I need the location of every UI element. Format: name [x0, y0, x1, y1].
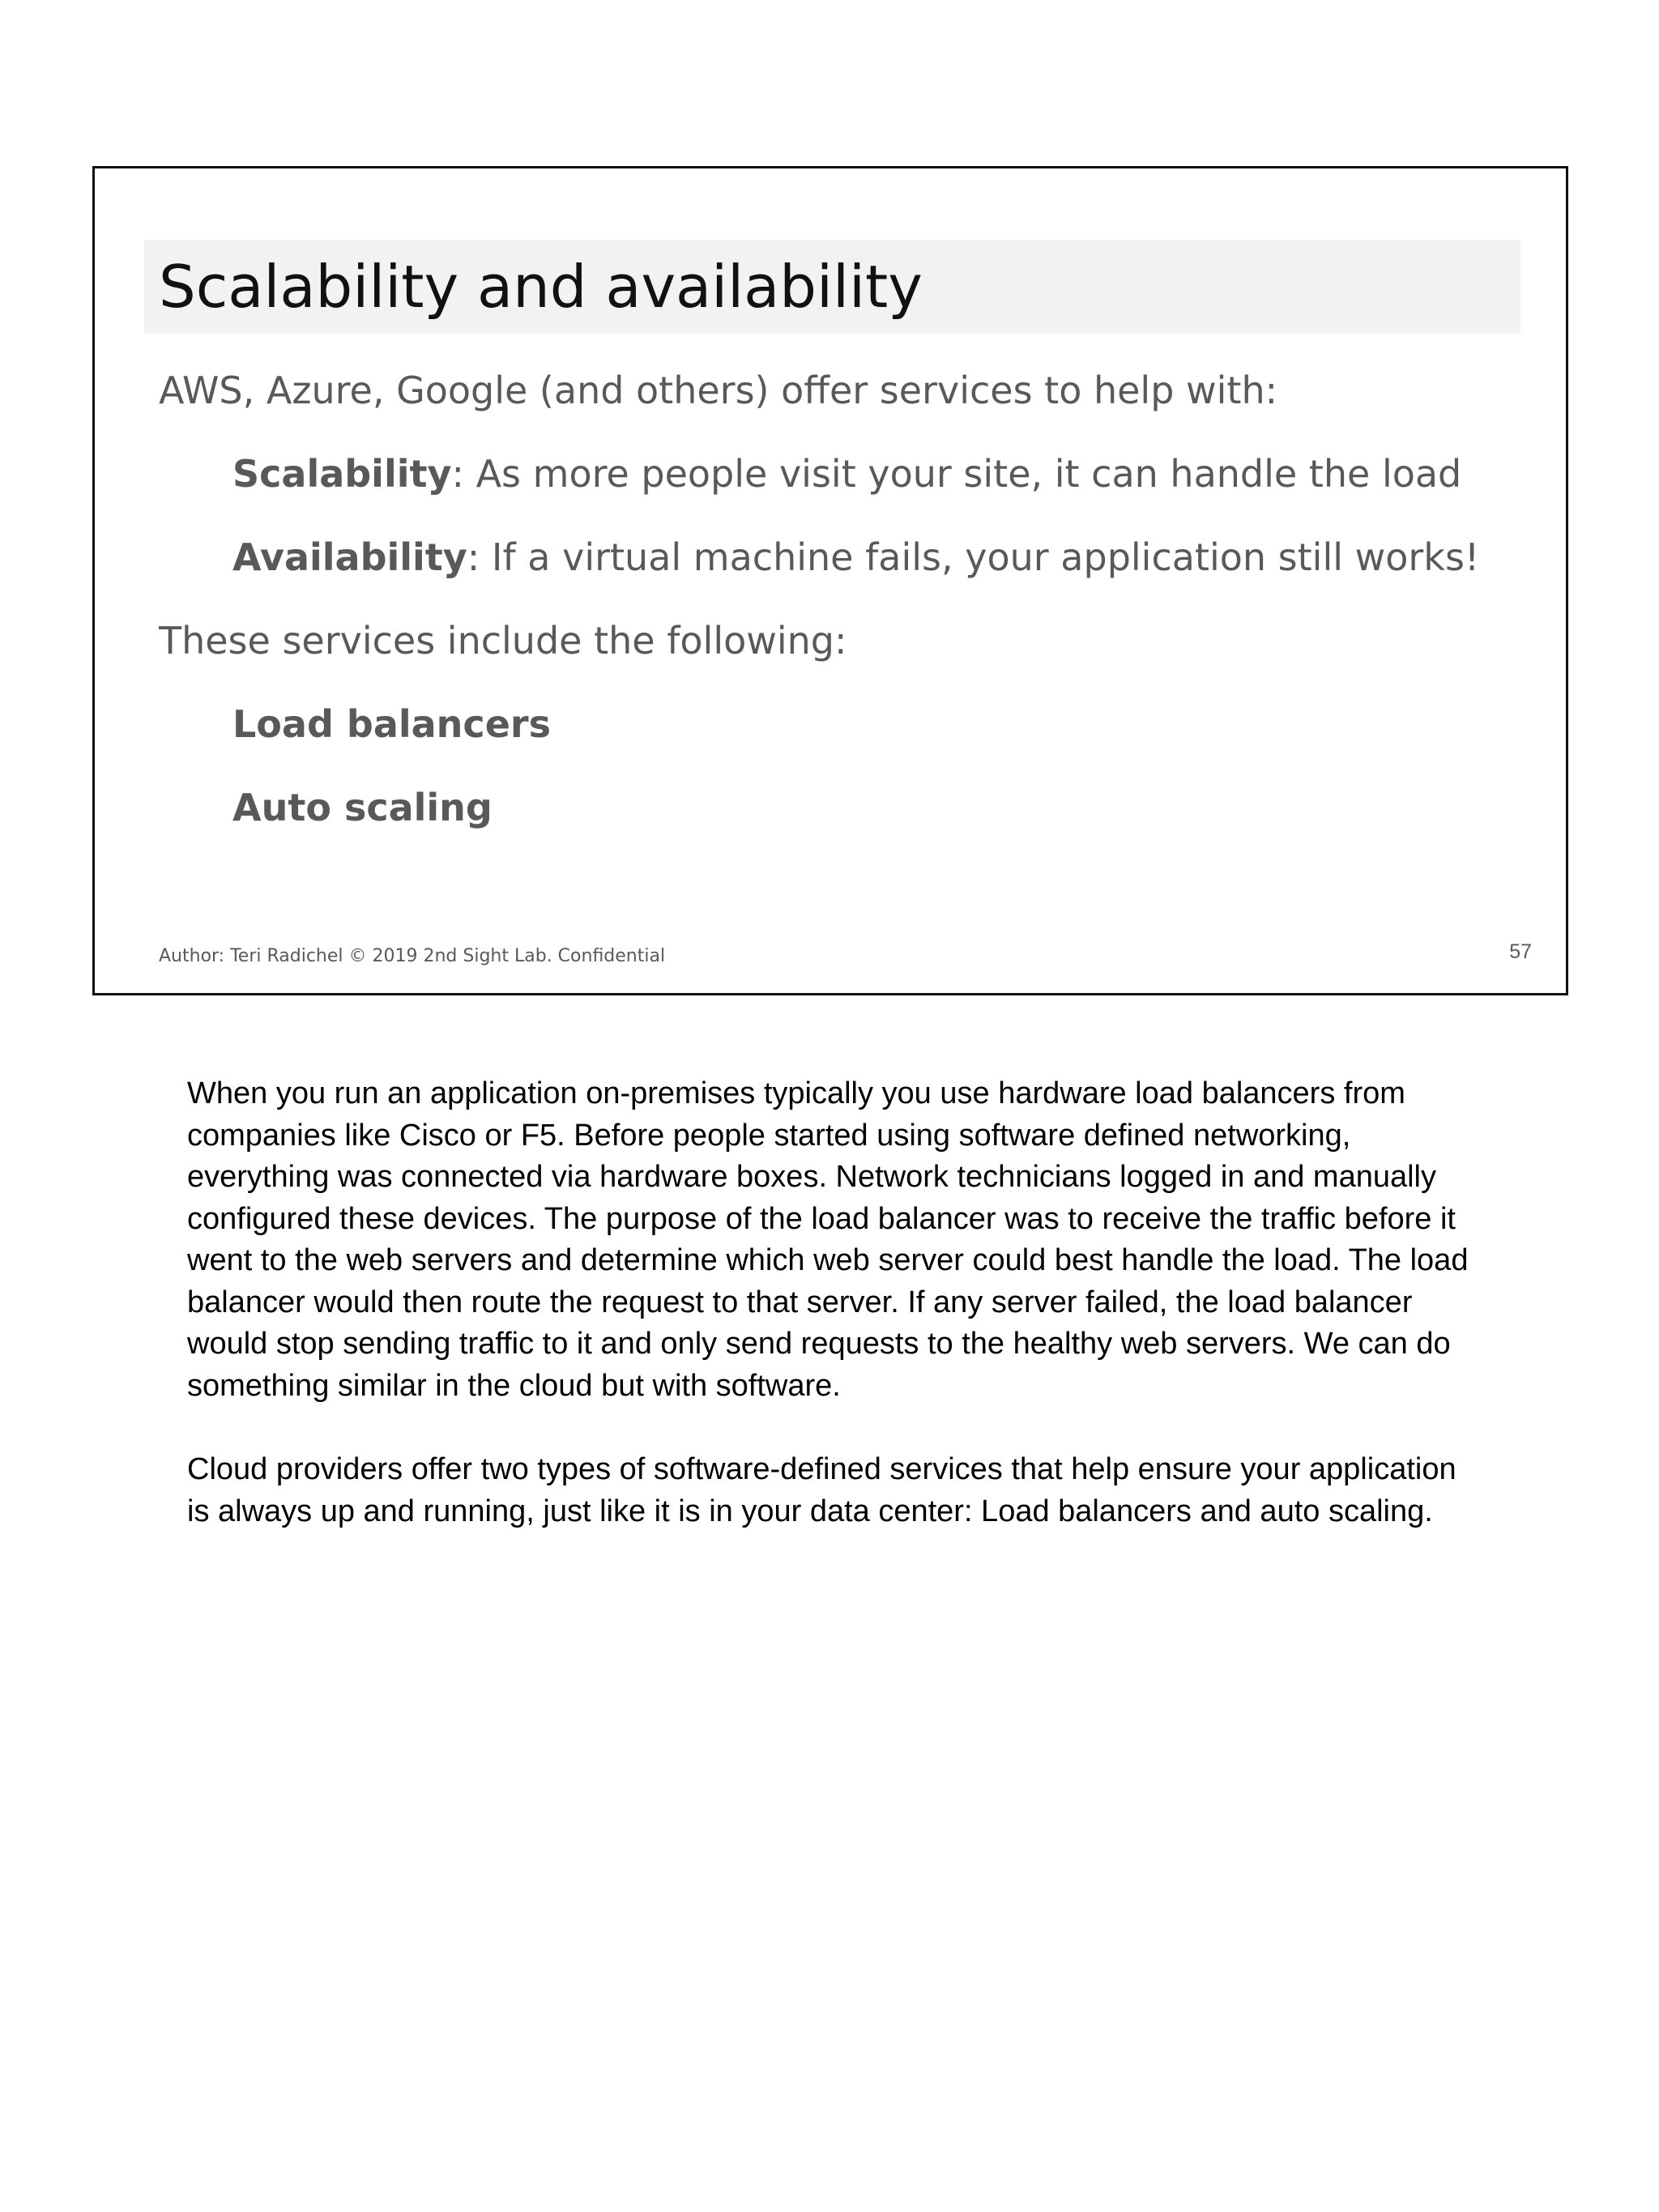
- availability-term: Availability: [232, 535, 467, 579]
- slide-footer: Author: Teri Radichel © 2019 2nd Sight Lab. Confidential: [159, 946, 666, 966]
- slide-title: Scalability and availability: [159, 253, 923, 321]
- scalability-term: Scalability: [232, 452, 452, 496]
- scalability-text: : As more people visit your site, it can handle the load: [451, 452, 1462, 496]
- speaker-notes: [187, 1073, 1483, 1575]
- scalability-bullet: [232, 450, 1461, 498]
- load-balancers-label: Load balancers: [232, 702, 551, 746]
- availability-text: : If a virtual machine fails, your application still works!: [467, 535, 1480, 579]
- load-balancers-bullet: [232, 700, 551, 748]
- services-intro-bullet: These services include the following:: [159, 619, 847, 663]
- notes-paragraph-1: When you run an application on-premises typically you use hardware load balancers from companies like Cisco or F5. Before people started using software defined networking, everything was connected via hardware boxes. Network technicians logged in and manually configured these devices. The purpose of the load balancer was to receive the traffic before it went to the web servers and determine which web server could best handle the load. The load balancer would then route the request to that server. If any server failed, the load balancer would stop sending traffic to it and only send requests to the healthy web servers. We can do something similar in the cloud but with software.: [187, 1076, 1469, 1403]
- auto-scaling-label: Auto scaling: [232, 786, 493, 829]
- availability-bullet: [232, 533, 1479, 582]
- notes-paragraph-2: Cloud providers offer two types of software-defined services that help ensure your application is always up and running, just like it is in your data center: Load balancers and auto scaling.: [187, 1452, 1456, 1528]
- title-bar: [144, 240, 1520, 334]
- intro-bullet: AWS, Azure, Google (and others) offer services to help with:: [159, 369, 1278, 412]
- auto-scaling-bullet: [232, 783, 493, 832]
- slide: [92, 166, 1568, 995]
- slide-number: 57: [1509, 940, 1532, 963]
